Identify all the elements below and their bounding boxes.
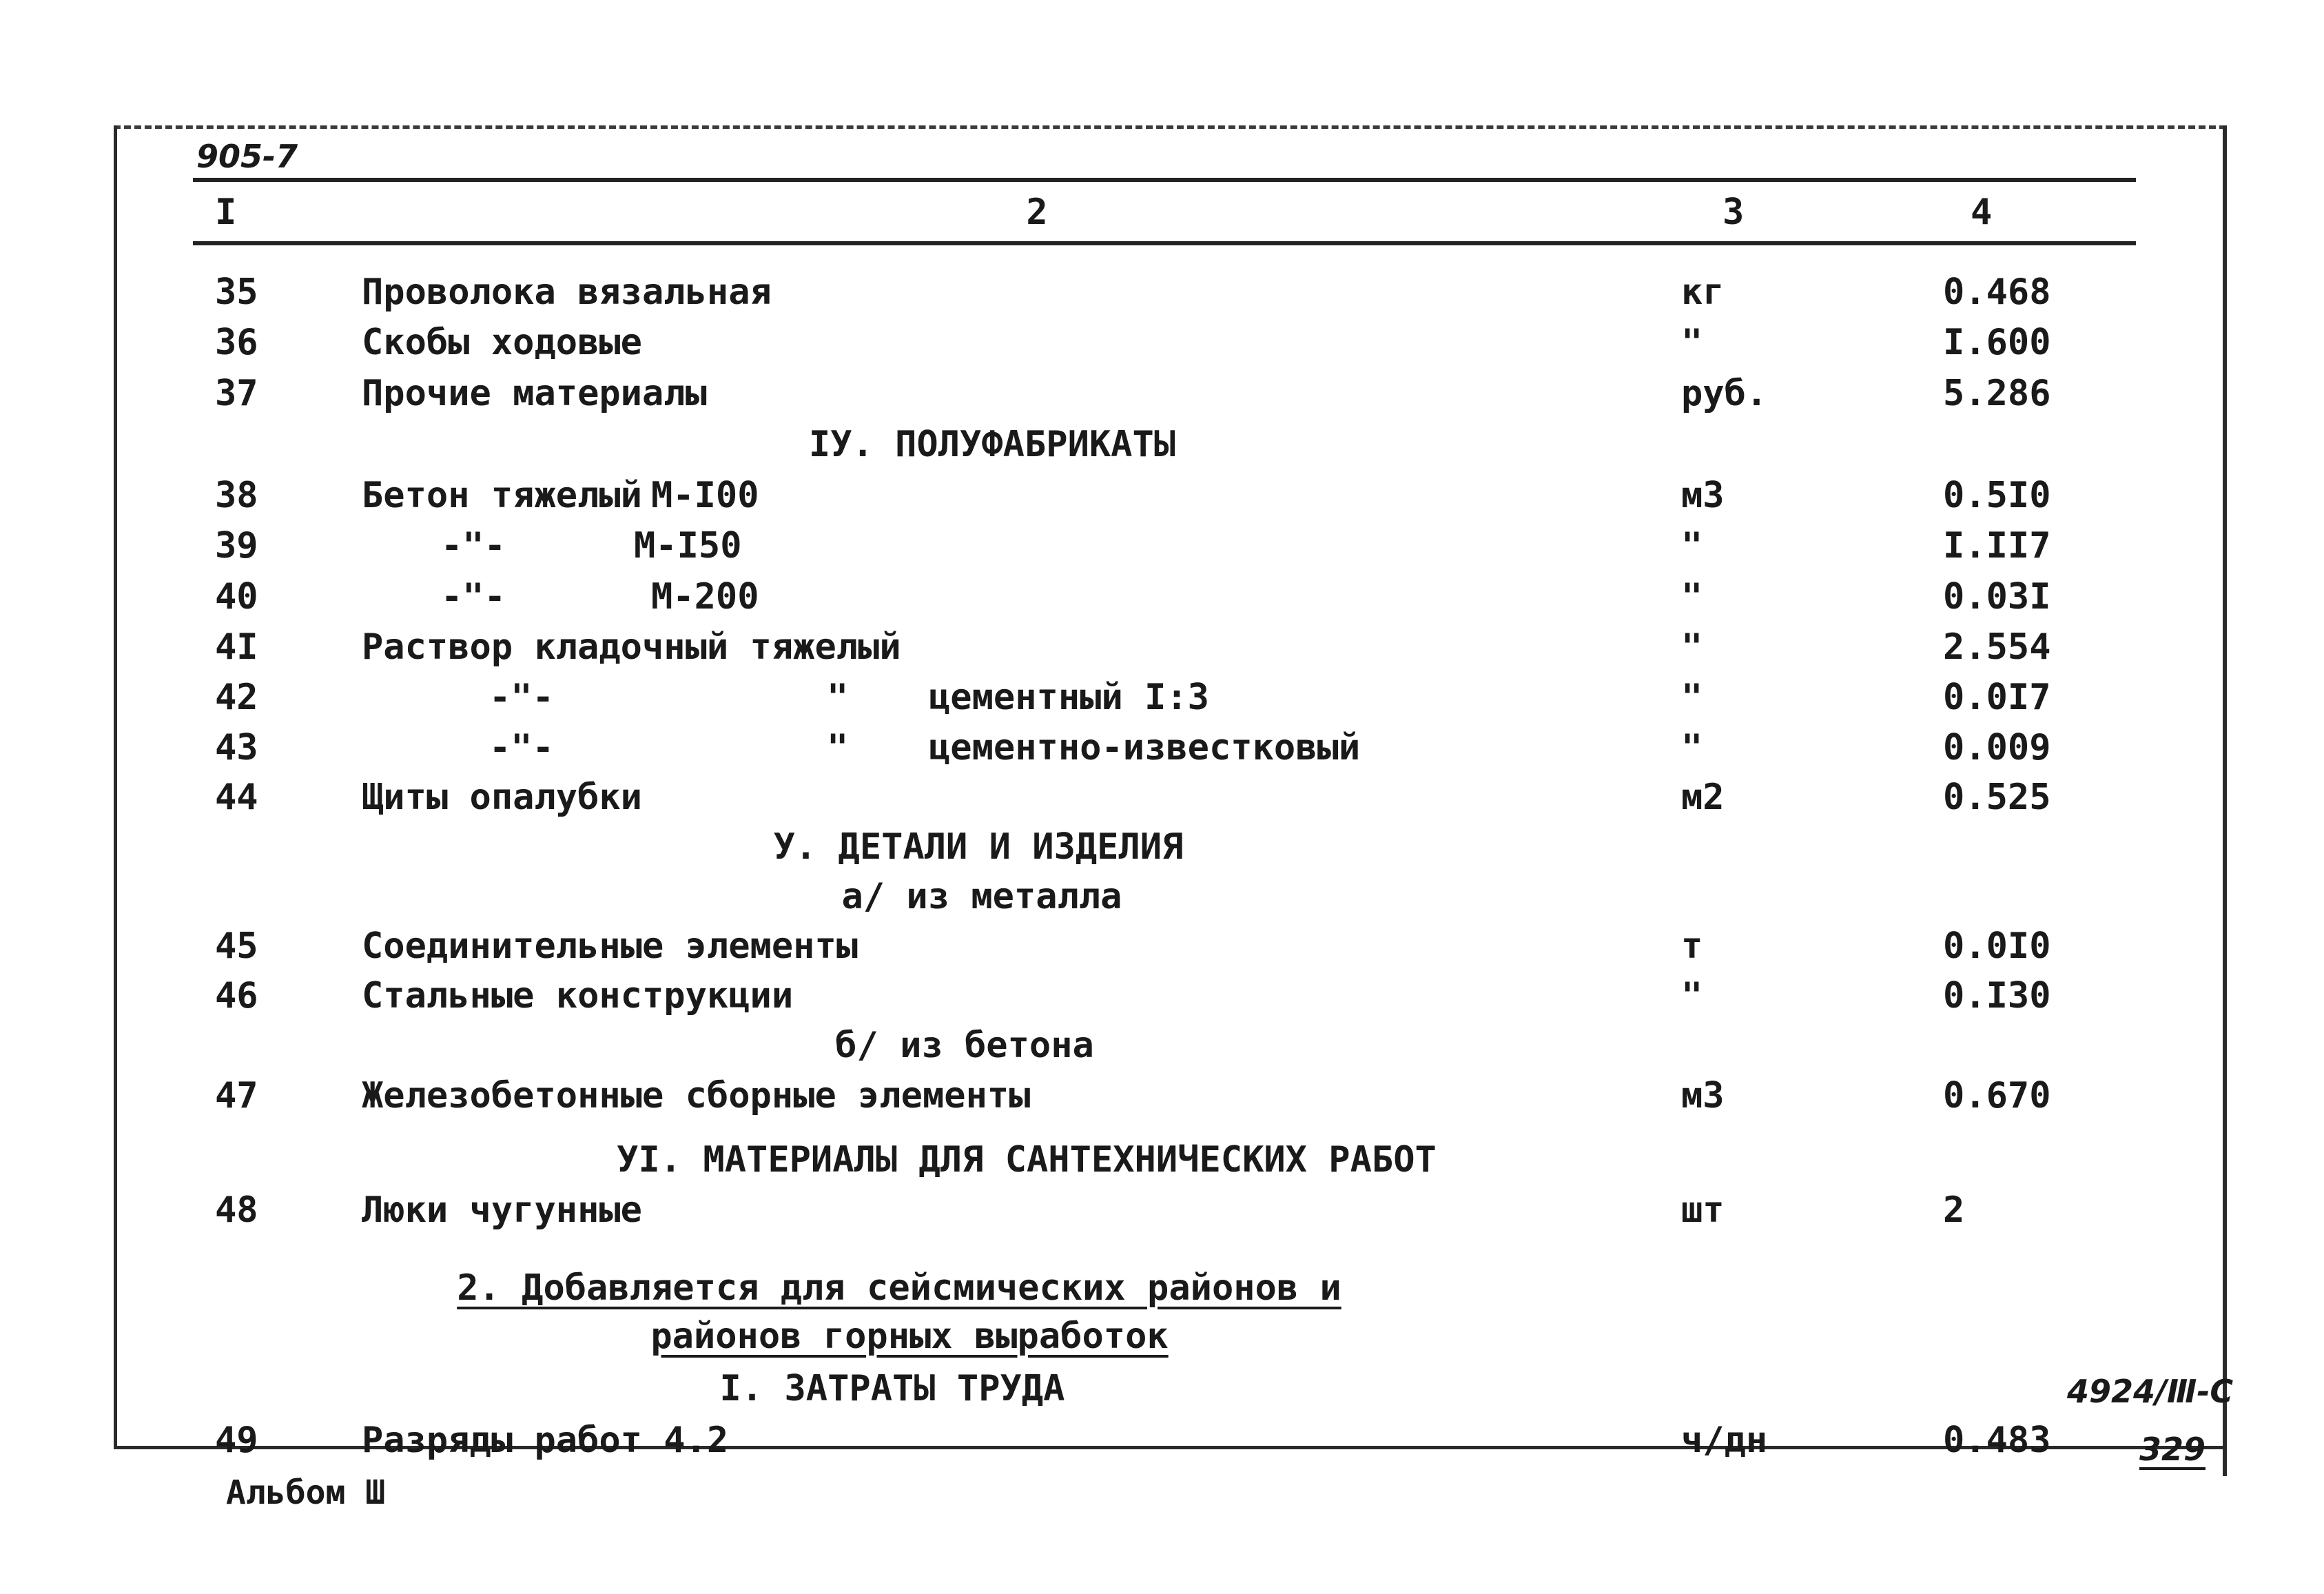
row-48-name: Люки чугунные: [362, 1189, 642, 1231]
row-43-name: -"-: [489, 727, 554, 768]
row-38-quantity: 0.5I0: [1943, 475, 2051, 516]
column-header-1: I: [215, 192, 237, 233]
row-41-quantity: 2.554: [1943, 626, 2051, 668]
row-44-quantity: 0.525: [1943, 777, 2051, 818]
section-heading-labor: I. ЗАТРАТЫ ТРУДА: [719, 1368, 1065, 1409]
row-42-ditto-mark: ": [827, 677, 849, 718]
row-44-unit: м2: [1681, 777, 1725, 818]
row-39-unit: ": [1681, 525, 1703, 566]
row-40-unit: ": [1681, 576, 1703, 617]
row-47-unit: м3: [1681, 1075, 1725, 1116]
row-38-name: Бетон тяжелый: [362, 475, 642, 516]
row-42-mortar-type: цементный I:3: [929, 677, 1209, 718]
row-39-quantity: I.II7: [1943, 525, 2051, 566]
row-47-name: Железобетонные сборные элементы: [362, 1075, 1031, 1116]
column-header-2: 2: [1026, 192, 1048, 233]
row-39-name: -"-: [441, 525, 506, 566]
row-38-unit: м3: [1681, 475, 1725, 516]
subsection-heading-metal: а/ из металла: [841, 876, 1122, 917]
row-49-name: Разряды работ 4.2: [362, 1420, 729, 1461]
row-39-grade: М-I50: [634, 525, 742, 566]
document-code: 905-7: [196, 138, 298, 175]
section-heading-semi-products: IУ. ПОЛУФАБРИКАТЫ: [808, 424, 1176, 465]
header-bottom-rule: [193, 241, 2136, 245]
row-35-number: 35: [215, 272, 258, 313]
margin-document-code: 4924/Ⅲ-С: [2067, 1373, 2234, 1410]
section-heading-plumbing: УI. МАТЕРИАЛЫ ДЛЯ САНТЕХНИЧЕСКИХ РАБОТ: [617, 1139, 1437, 1181]
row-42-quantity: 0.0I7: [1943, 677, 2051, 718]
row-44-name: Щиты опалубки: [362, 777, 642, 818]
subsection-heading-concrete: б/ из бетона: [835, 1025, 1094, 1066]
row-48-unit: шт: [1681, 1189, 1725, 1231]
row-37-number: 37: [215, 373, 258, 414]
row-48-quantity: 2: [1943, 1189, 1965, 1231]
row-48-number: 48: [215, 1189, 258, 1231]
row-41-name: Раствор кладочный тяжелый: [362, 626, 901, 668]
row-37-quantity: 5.286: [1943, 373, 2051, 414]
row-43-quantity: 0.009: [1943, 727, 2051, 768]
frame-right-border: [2223, 125, 2227, 1476]
row-36-unit: ": [1681, 322, 1703, 363]
row-49-unit: ч/дн: [1681, 1420, 1768, 1461]
row-45-number: 45: [215, 926, 258, 967]
frame-top-border: [114, 125, 2226, 129]
row-41-number: 4I: [215, 626, 258, 668]
row-43-mortar-type: цементно-известковый: [929, 727, 1361, 768]
row-46-unit: ": [1681, 975, 1703, 1016]
row-37-name: Прочие материалы: [362, 373, 707, 414]
row-43-number: 43: [215, 727, 258, 768]
row-46-name: Стальные конструкции: [362, 975, 794, 1016]
row-40-quantity: 0.03I: [1943, 576, 2051, 617]
row-36-quantity: I.600: [1943, 322, 2051, 363]
row-44-number: 44: [215, 777, 258, 818]
row-35-unit: кг: [1681, 272, 1725, 313]
row-47-quantity: 0.670: [1943, 1075, 2051, 1116]
frame-left-border: [114, 125, 117, 1446]
seismic-heading-line-1: 2. Добавляется для сейсмических районов и: [457, 1267, 1341, 1309]
row-42-number: 42: [215, 677, 258, 718]
row-46-number: 46: [215, 975, 258, 1016]
row-42-unit: ": [1681, 677, 1703, 718]
row-36-number: 36: [215, 322, 258, 363]
row-35-quantity: 0.468: [1943, 272, 2051, 313]
row-45-name: Соединительные элементы: [362, 926, 858, 967]
section-heading-details: У. ДЕТАЛИ И ИЗДЕЛИЯ: [773, 826, 1184, 868]
page-number: 329: [2139, 1431, 2206, 1468]
row-40-number: 40: [215, 576, 258, 617]
row-38-number: 38: [215, 475, 258, 516]
row-38-grade: М-I00: [651, 475, 759, 516]
row-49-number: 49: [215, 1420, 258, 1461]
seismic-heading-line-2: районов горных выработок: [650, 1316, 1169, 1357]
row-36-name: Скобы ходовые: [362, 322, 642, 363]
column-header-4: 4: [1971, 192, 1993, 233]
row-45-unit: т: [1681, 926, 1703, 967]
row-42-name: -"-: [489, 677, 554, 718]
row-37-unit: руб.: [1681, 373, 1768, 414]
row-43-ditto-mark: ": [827, 727, 849, 768]
row-35-name: Проволока вязальная: [362, 272, 772, 313]
album-label: Альбом Ш: [226, 1473, 386, 1512]
row-40-name: -"-: [441, 576, 506, 617]
header-top-rule: [193, 178, 2136, 182]
row-45-quantity: 0.0I0: [1943, 926, 2051, 967]
row-47-number: 47: [215, 1075, 258, 1116]
column-header-3: 3: [1723, 192, 1745, 233]
row-39-number: 39: [215, 525, 258, 566]
row-43-unit: ": [1681, 727, 1703, 768]
row-40-grade: М-200: [651, 576, 759, 617]
row-49-quantity: 0.483: [1943, 1420, 2051, 1461]
row-41-unit: ": [1681, 626, 1703, 668]
row-46-quantity: 0.I30: [1943, 975, 2051, 1016]
